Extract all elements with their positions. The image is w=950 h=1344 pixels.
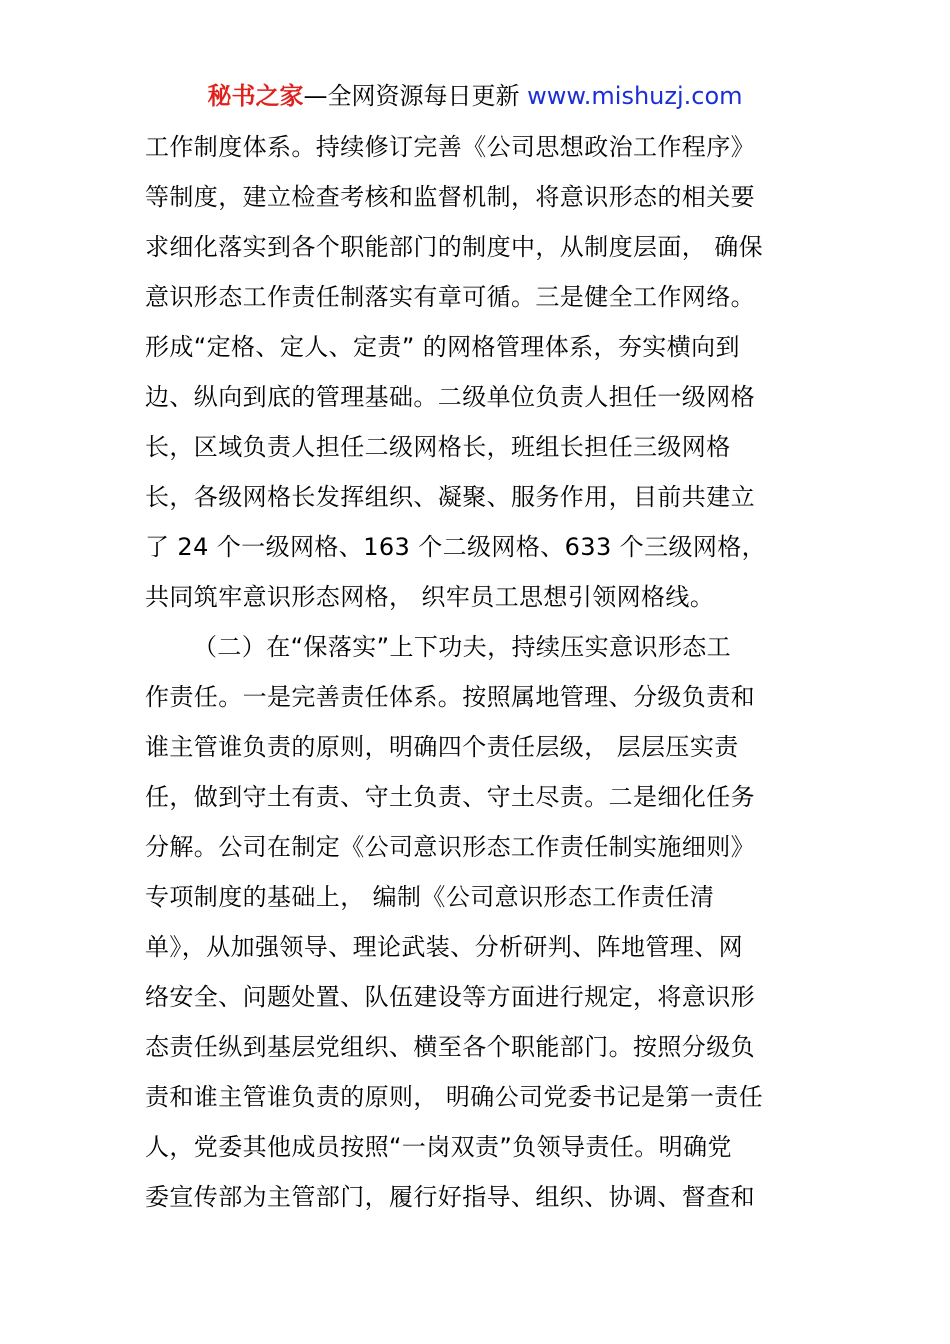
text-line: 长，各级网格长发挥组织、凝聚、服务作用，目前共建立 — [145, 483, 755, 511]
text-line: 态责任纵到基层党组织、横至各个职能部门。按照分级负 — [145, 1033, 755, 1061]
text-line: 边、纵向到底的管理基础。二级单位负责人担任一级网格 — [145, 383, 755, 411]
text-line: 委宣传部为主管部门，履行好指导、组织、协调、督查和 — [145, 1183, 755, 1211]
brand-name: 秘书之家 — [207, 82, 304, 110]
text-line: 长，区域负责人担任二级网格长，班组长担任三级网格 — [145, 433, 731, 461]
text-line: 形成“定格、定人、定责” 的网格管理体系，夯实横向到 — [145, 333, 740, 361]
text-line: 任，做到守土有责、守土负责、守土尽责。二是细化任务 — [145, 783, 755, 811]
text-line: 单》，从加强领导、理论武装、分析研判、阵地管理、网 — [145, 933, 743, 961]
text-line: 意识形态工作责任制落实有章可循。三是健全工作网络。 — [145, 283, 755, 311]
site-header — [0, 80, 950, 112]
text-line: 求细化落实到各个职能部门的制度中，从制度层面， 确保 — [145, 233, 764, 261]
text-line: 分解。公司在制定《公司意识形态工作责任制实施细则》 — [145, 833, 755, 861]
text-line: 责和谁主管谁负责的原则， 明确公司党委书记是第一责任 — [145, 1083, 764, 1111]
text-line: 等制度，建立检查考核和监督机制，将意识形态的相关要 — [145, 183, 755, 211]
header-tagline: —全网资源每日更新 — [303, 82, 528, 110]
text-line: 专项制度的基础上， 编制《公司意识形态工作责任清 — [145, 883, 715, 911]
text-line: 络安全、问题处置、队伍建设等方面进行规定，将意识形 — [145, 983, 755, 1011]
paragraph-start-line: （二）在“保落实”上下功夫，持续压实意识形态工 — [193, 633, 732, 661]
text-line: 谁主管谁负责的原则，明确四个责任层级， 层层压实责 — [145, 733, 739, 761]
text-line: 了 24 个一级网格、163 个二级网格、633 个三级网格， — [145, 533, 767, 561]
text-line: 共同筑牢意识形态网格， 织牢员工思想引领网格线。 — [145, 583, 715, 611]
text-line: 人，党委其他成员按照“一岗双责”负领导责任。明确党 — [145, 1133, 732, 1161]
text-line: 作责任。一是完善责任体系。按照属地管理、分级负责和 — [145, 683, 755, 711]
site-url[interactable]: www.mishuzj.com — [527, 82, 743, 110]
document-body — [145, 122, 810, 1222]
text-line: 工作制度体系。持续修订完善《公司思想政治工作程序》 — [145, 133, 755, 161]
